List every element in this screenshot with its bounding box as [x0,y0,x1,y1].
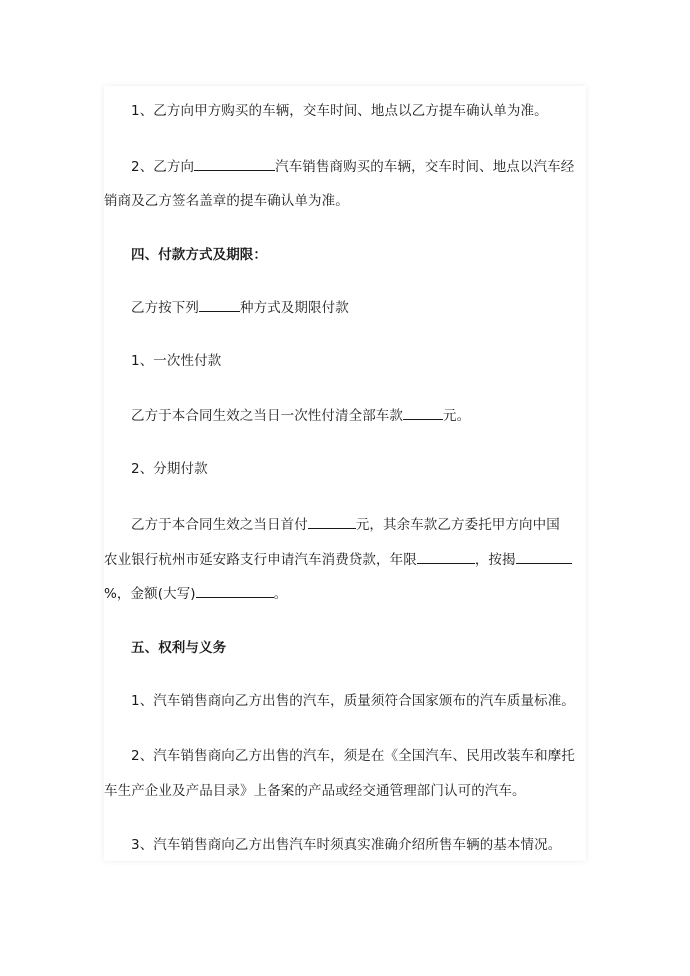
inst-l1-suffix: 元，其余车款乙方委托甲方向中国 [355,517,560,533]
inst-l2-mid: ，按揭 [474,552,516,568]
loan-years-blank [417,549,475,564]
rights-heading-text: 五、权利与义务 [131,640,227,656]
payment-heading-text: 四、付款方式及期限： [131,247,267,263]
down-payment-blank [308,514,356,529]
inst-l1-prefix: 乙方于本合同生效之当日首付 [131,517,308,533]
payment-intro [104,297,586,318]
rights-item-2-l2-text: 车生产企业及产品目录》上备案的产品或经交通管理部门认可的汽车。 [104,783,526,799]
rights-item-3-text: 3、汽车销售商向乙方出售汽车时须真实准确介绍所售车辆的基本情况。 [131,837,562,853]
installment-title [104,459,586,479]
rights-item-1 [104,691,586,711]
dealer-name-blank [194,156,275,171]
one-time-title [104,351,586,371]
delivery-item-2 [104,156,586,177]
payment-method-blank [199,297,240,312]
delivery-item-2-cont [104,191,586,211]
rights-item-2-line-2 [104,781,586,801]
rights-heading [104,638,586,658]
delivery-item-2-suffix: 汽车销售商购买的车辆，交车时间、地点以汽车经 [275,159,575,175]
payment-intro-prefix: 乙方按下列 [131,300,199,316]
inst-l2-prefix: 农业银行杭州市延安路支行申请汽车消费贷款，年限 [104,552,417,568]
rights-item-2-line-1 [104,746,586,766]
one-time-title-text: 1、一次性付款 [131,353,222,369]
installment-title-text: 2、分期付款 [131,461,208,477]
installment-line-2 [104,549,586,570]
inst-l3-prefix: %，金额(大写) [104,586,196,602]
amount-uppercase-blank [196,583,274,598]
rights-item-2-l1-text: 2、汽车销售商向乙方出售的汽车，须是在《全国汽车、民用改装车和摩托 [131,748,575,764]
mortgage-ratio-blank [516,549,572,564]
installment-line-1 [104,514,586,535]
one-time-suffix: 元。 [443,408,471,424]
one-time-prefix: 乙方于本合同生效之当日一次性付清全部车款 [131,408,403,424]
rights-item-1-text: 1、汽车销售商向乙方出售的汽车，质量须符合国家颁布的汽车质量标准。 [131,693,575,709]
one-time-detail [104,405,586,426]
inst-l3-suffix: 。 [273,586,288,602]
installment-line-3 [104,583,586,604]
delivery-item-2-cont-text: 销商及乙方签名盖章的提车确认单为准。 [104,193,349,209]
delivery-item-1 [104,101,586,121]
delivery-item-2-prefix: 2、乙方向 [131,159,195,175]
payment-heading [104,245,586,265]
payment-intro-suffix: 种方式及期限付款 [240,300,349,316]
delivery-item-1-text: 1、乙方向甲方购买的车辆，交车时间、地点以乙方提车确认单为准。 [131,103,548,119]
rights-item-3 [104,835,586,855]
full-amount-blank [403,405,443,420]
